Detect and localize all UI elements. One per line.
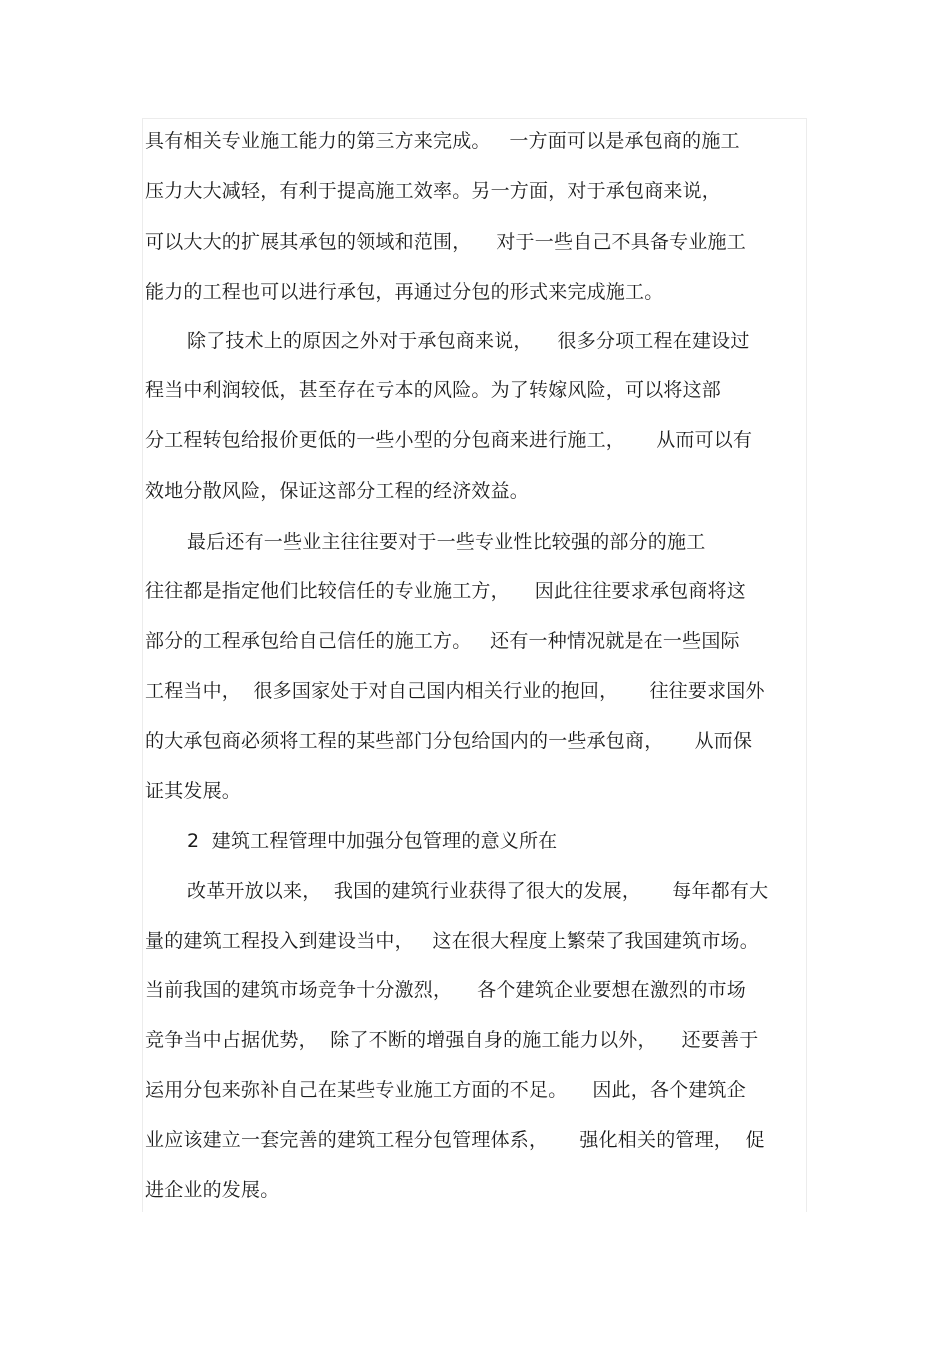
text-line: 程当中利润较低，甚至存在亏本的风险。为了转嫁风险，可以将这部 [145, 379, 722, 401]
text-line: 效地分散风险，保证这部分工程的经济效益。 [145, 480, 530, 502]
text-line: 往往都是指定他们比较信任的专业施工方， 因此往往要求承包商将这 [145, 580, 746, 602]
text-line: 业应该建立一套完善的建筑工程分包管理体系， 强化相关的管理， 促 [145, 1129, 765, 1151]
text-line: 量的建筑工程投入到建设当中， 这在很大程度上繁荣了我国建筑市场。 [145, 930, 759, 952]
text-line: 能力的工程也可以进行承包，再通过分包的形式来完成施工。 [145, 281, 664, 303]
paragraph-start: 改革开放以来， 我国的建筑行业获得了很大的发展， 每年都有大 [187, 880, 769, 902]
text-line: 具有相关专业施工能力的第三方来完成。 一方面可以是承包商的施工 [145, 130, 740, 152]
section-heading: 2 建筑工程管理中加强分包管理的意义所在 [187, 830, 558, 852]
paragraph-start: 除了技术上的原因之外对于承包商来说， 很多分项工程在建设过 [187, 330, 750, 352]
text-line: 竞争当中占据优势， 除了不断的增强自身的施工能力以外， 还要善于 [145, 1029, 759, 1051]
text-line: 分工程转包给报价更低的一些小型的分包商来进行施工， 从而可以有 [145, 429, 753, 451]
text-line: 压力大大减轻，有利于提高施工效率。另一方面，对于承包商来说， [145, 180, 722, 202]
text-line: 部分的工程承包给自己信任的施工方。 还有一种情况就是在一些国际 [145, 630, 740, 652]
text-line: 可以大大的扩展其承包的领域和范围， 对于一些自己不具备专业施工 [145, 231, 746, 253]
text-line: 的大承包商必须将工程的某些部门分包给国内的一些承包商， 从而保 [145, 730, 753, 752]
text-line: 运用分包来弥补自己在某些专业施工方面的不足。 因此，各个建筑企 [145, 1079, 746, 1101]
paragraph-start: 最后还有一些业主往往要对于一些专业性比较强的部分的施工 [187, 531, 706, 553]
text-line: 进企业的发展。 [145, 1179, 280, 1201]
text-line: 工程当中， 很多国家处于对自己国内相关行业的抱回， 往往要求国外 [145, 680, 765, 702]
text-line: 当前我国的建筑市场竞争十分激烈， 各个建筑企业要想在激烈的市场 [145, 979, 746, 1001]
text-line: 证其发展。 [145, 780, 242, 802]
